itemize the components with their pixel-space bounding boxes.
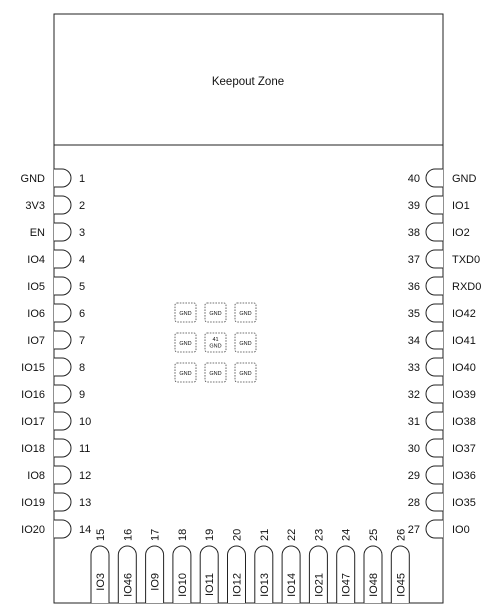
pin-number-label: 31 — [407, 416, 420, 428]
pin-name-label: IO39 — [452, 389, 476, 401]
pin-23 — [309, 529, 327, 603]
pin-number-label: 1 — [79, 173, 86, 185]
keepout-label: Keepout Zone — [211, 76, 285, 88]
pin-pad — [54, 385, 71, 403]
pin-number-label: 21 — [258, 528, 271, 541]
pin-17 — [146, 529, 164, 603]
pin-number-label: 28 — [407, 497, 420, 509]
pin-pad — [54, 304, 71, 322]
pin-number-label: 39 — [407, 200, 420, 212]
pin-name-label: IO21 — [313, 573, 326, 597]
pin-number-label: 25 — [368, 528, 380, 541]
pin-35 — [408, 304, 476, 322]
pin-15 — [91, 529, 109, 603]
pin-number-label: 34 — [407, 335, 420, 347]
pin-pad — [54, 277, 71, 295]
pin-number-label: 35 — [407, 308, 420, 320]
pin-pad — [426, 358, 443, 376]
pin-24 — [337, 529, 355, 603]
pin-name-label: IO45 — [395, 573, 408, 597]
pin-number-label: 24 — [340, 528, 353, 541]
pin-pad — [426, 304, 443, 322]
pin-number-label: 40 — [407, 173, 420, 185]
ground-pad-label: GND — [179, 311, 192, 317]
pin-pad — [426, 196, 443, 214]
pin-number-label: 8 — [79, 362, 86, 374]
pin-name-label: EN — [29, 227, 45, 239]
pin-26 — [391, 529, 409, 603]
pin-number-label: 16 — [122, 528, 135, 541]
pin-name-label: IO0 — [452, 524, 470, 536]
pin-pad — [54, 250, 71, 268]
pin-name-label: IO15 — [21, 362, 45, 374]
pin-name-label: IO17 — [21, 416, 45, 428]
pin-38 — [408, 223, 470, 241]
ground-pad — [205, 303, 226, 322]
pin-pad — [54, 439, 71, 457]
pin-number-label: 19 — [204, 528, 217, 541]
pin-number-label: 10 — [79, 416, 92, 428]
pin-number-label: 7 — [79, 335, 86, 347]
pin-8 — [21, 358, 85, 376]
pin-name-label: IO5 — [27, 281, 45, 293]
ground-pad — [235, 363, 256, 382]
pin-pad — [54, 358, 71, 376]
pin-9 — [21, 385, 85, 403]
pin-number-label: 17 — [149, 528, 162, 541]
pin-name-label: 3V3 — [25, 200, 45, 212]
pin-name-label: GND — [452, 173, 477, 185]
pin-name-label: TXD0 — [452, 254, 481, 266]
pin-name-label: IO41 — [452, 335, 476, 347]
pin-name-label: IO36 — [452, 470, 476, 482]
ground-pad-label: GND — [209, 343, 222, 350]
pin-pad — [426, 277, 443, 295]
pin-7 — [27, 331, 85, 349]
pin-pad — [54, 520, 71, 538]
pin-21 — [255, 529, 273, 603]
pin-number-label: 3 — [79, 227, 86, 239]
pin-36 — [408, 277, 482, 295]
pin-name-label: IO11 — [204, 573, 217, 597]
pin-29 — [408, 466, 476, 484]
pin-number-label: 29 — [407, 470, 420, 482]
ground-pad-label: GND — [179, 371, 192, 377]
pin-31 — [408, 412, 476, 430]
pin-name-label: IO4 — [27, 254, 45, 266]
pin-19 — [200, 529, 218, 603]
pin-number-label: 13 — [79, 497, 92, 509]
pin-number-label: 2 — [79, 200, 86, 212]
pin-number-label: 27 — [407, 524, 420, 536]
pin-14 — [21, 520, 91, 538]
pin-number-label: 36 — [407, 281, 420, 293]
pin-number-label: 37 — [407, 254, 420, 266]
pin-4 — [27, 250, 85, 268]
ground-pad — [235, 333, 256, 352]
pin-name-label: IO18 — [21, 443, 45, 455]
pin-pad — [426, 250, 443, 268]
pin-number-label: 30 — [407, 443, 420, 455]
pin-number-label: 14 — [79, 524, 92, 536]
pin-number-label: 22 — [286, 528, 299, 541]
pin-number-label: 20 — [231, 528, 244, 541]
pin-number-label: 26 — [395, 528, 408, 541]
pin-1 — [21, 169, 86, 187]
ground-pad — [175, 363, 196, 382]
pin-pad — [54, 169, 71, 187]
pin-name-label: IO10 — [176, 573, 189, 597]
pin-number-label: 33 — [407, 362, 420, 374]
pin-10 — [21, 412, 91, 430]
pin-12 — [27, 466, 91, 484]
ground-pad-number: 41 — [212, 337, 219, 343]
pin-name-label: IO20 — [21, 524, 45, 536]
pin-3 — [30, 223, 85, 241]
pin-number-label: 5 — [79, 281, 86, 293]
pin-32 — [408, 385, 476, 403]
pin-name-label: IO40 — [452, 362, 476, 374]
ground-pad-label: GND — [209, 311, 222, 317]
ground-pad — [175, 333, 196, 352]
pin-6 — [27, 304, 85, 322]
pin-pad — [54, 223, 71, 241]
ground-pad-label: GND — [239, 341, 252, 347]
left-pin-group — [21, 169, 92, 538]
pin-pad — [426, 466, 443, 484]
pin-name-label: GND — [20, 173, 45, 185]
center-ground-pads — [175, 303, 256, 382]
ground-pad — [175, 303, 196, 322]
pin-name-label: IO48 — [368, 573, 380, 597]
pin-pad — [54, 196, 71, 214]
pin-28 — [408, 493, 476, 511]
pin-40 — [408, 169, 477, 187]
pin-pad — [426, 169, 443, 187]
ground-pad — [205, 333, 226, 352]
pin-pad — [54, 331, 71, 349]
pin-name-label: IO12 — [231, 573, 244, 597]
pin-33 — [408, 358, 476, 376]
pin-pad — [426, 331, 443, 349]
pin-16 — [118, 529, 136, 603]
pin-number-label: 11 — [79, 443, 91, 455]
pin-name-label: IO1 — [452, 200, 470, 212]
pin-name-label: IO9 — [149, 573, 162, 591]
pin-5 — [27, 277, 85, 295]
pin-pad — [54, 493, 71, 511]
ground-pad-label: GND — [179, 341, 192, 347]
pin-number-label: 38 — [407, 227, 420, 239]
pin-name-label: IO46 — [122, 573, 135, 597]
pin-name-label: IO14 — [286, 573, 299, 597]
pin-2 — [25, 196, 85, 214]
bottom-pin-group — [91, 529, 409, 603]
pin-number-label: 12 — [79, 470, 92, 482]
pin-name-label: IO6 — [27, 308, 45, 320]
pin-name-label: IO16 — [21, 389, 45, 401]
pin-name-label: IO37 — [452, 443, 476, 455]
pin-34 — [408, 331, 476, 349]
pin-name-label: IO13 — [258, 573, 271, 597]
pin-number-label: 23 — [313, 528, 326, 541]
ground-pad-label: GND — [209, 371, 222, 377]
pin-18 — [173, 529, 191, 603]
pin-pad — [426, 520, 443, 538]
pin-13 — [21, 493, 91, 511]
pin-20 — [228, 529, 246, 603]
pin-number-label: 32 — [407, 389, 420, 401]
pin-name-label: IO7 — [27, 335, 45, 347]
pin-37 — [408, 250, 480, 268]
pin-39 — [408, 196, 470, 214]
pin-pad — [54, 466, 71, 484]
pin-pad — [54, 412, 71, 430]
pin-27 — [408, 520, 470, 538]
pin-name-label: IO3 — [95, 573, 107, 591]
pin-pad — [426, 385, 443, 403]
pin-22 — [282, 529, 300, 603]
pin-pad — [426, 223, 443, 241]
ground-pad-label: GND — [239, 311, 252, 317]
pin-name-label: IO38 — [452, 416, 476, 428]
pin-30 — [408, 439, 476, 457]
pin-pad — [426, 412, 443, 430]
pin-name-label: IO35 — [452, 497, 476, 509]
pin-name-label: IO47 — [340, 573, 353, 597]
pin-name-label: IO19 — [21, 497, 45, 509]
pin-number-label: 18 — [176, 528, 189, 541]
ground-pad-label: GND — [239, 371, 252, 377]
ground-pad — [205, 363, 226, 382]
pin-name-label: RXD0 — [452, 281, 482, 293]
pin-number-label: 4 — [79, 254, 86, 266]
pin-name-label: IO8 — [27, 470, 45, 482]
right-pin-group — [408, 169, 482, 538]
pin-25 — [364, 529, 382, 603]
pin-11 — [21, 439, 90, 457]
pin-number-label: 15 — [95, 528, 107, 541]
pin-pad — [426, 493, 443, 511]
pin-name-label: IO42 — [452, 308, 476, 320]
pin-number-label: 6 — [79, 308, 86, 320]
pin-number-label: 9 — [79, 389, 86, 401]
pin-pad — [426, 439, 443, 457]
ground-pad — [235, 303, 256, 322]
pin-name-label: IO2 — [452, 227, 470, 239]
